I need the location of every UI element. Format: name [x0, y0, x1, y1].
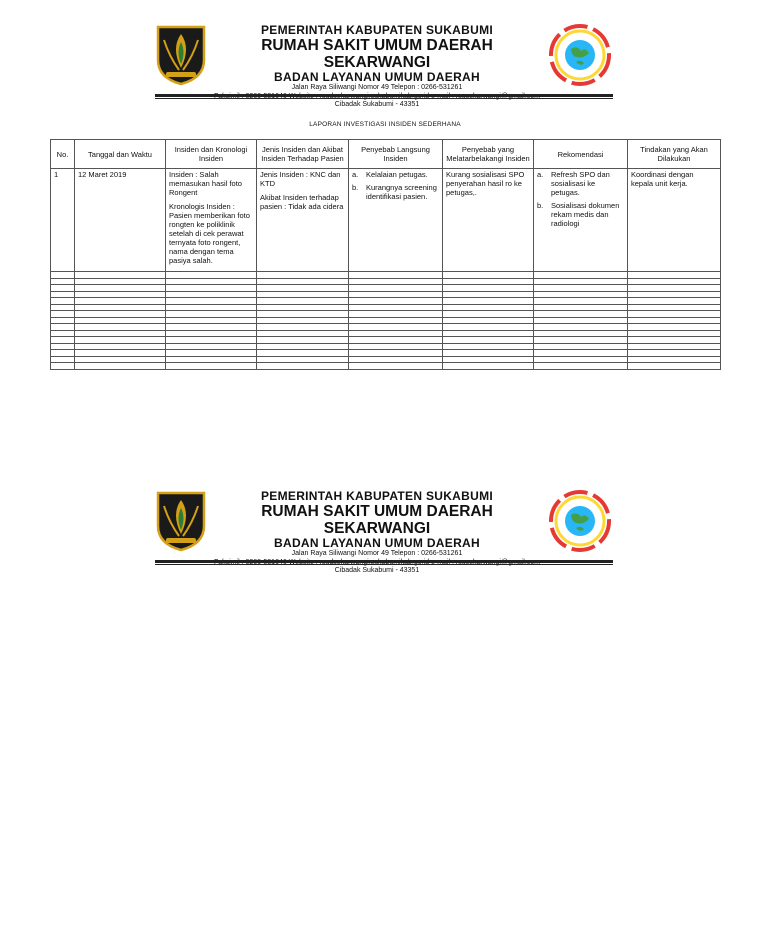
hospital-address: Jalan Raya Siliwangi Nomor 49 Telepon : 0266-531261 — [291, 550, 463, 557]
list-item — [352, 170, 439, 179]
table-header-row — [51, 140, 721, 169]
hospital-city: Cibadak Sukabumi - 43351 — [334, 101, 420, 108]
incident-effect-text: Akibat Insiden terhadap pasien : Tidak ada cidera — [260, 193, 344, 211]
empty-cell — [51, 363, 75, 370]
list-marker: b. — [537, 201, 544, 210]
list-text: Kurangnya screening identifikasi pasien. — [366, 183, 437, 201]
incident-text: Insiden : Salah memasukan hasil foto Rongent — [169, 170, 242, 197]
header-incident-type-effect: Jenis Insiden dan Akibat Insiden Terhadap Pasien — [257, 140, 349, 169]
cell-incident — [166, 169, 257, 272]
list-item — [352, 183, 439, 201]
government-name: PEMERINTAH KABUPATEN SUKABUMI — [260, 23, 494, 37]
hospital-address: Jalan Raya Siliwangi Nomor 49 Telepon : 0266-531261 — [291, 84, 463, 91]
empty-cell — [75, 363, 166, 370]
table-row — [51, 363, 721, 370]
recommendations-list — [537, 170, 624, 228]
empty-cell — [257, 363, 349, 370]
empty-cell — [534, 363, 628, 370]
header-recommendation: Rekomendasi — [534, 140, 628, 169]
direct-causes-list — [352, 170, 439, 201]
letterhead-bottom — [155, 489, 613, 574]
letterhead-rule-thin — [155, 564, 613, 565]
list-marker: a. — [537, 170, 544, 179]
list-item — [537, 201, 624, 228]
blank-rows — [51, 272, 721, 370]
cell-type — [257, 169, 349, 272]
letterhead-top — [155, 23, 613, 108]
header-direct-cause: Penyebab Langsung Insiden — [349, 140, 443, 169]
incident-report-table — [50, 139, 721, 370]
hospital-name: RUMAH SAKIT UMUM DAERAH SEKARWANGI — [261, 37, 493, 71]
list-item — [537, 170, 624, 197]
table-row — [51, 169, 721, 272]
hospital-globe-logo-icon — [547, 24, 613, 86]
letterhead-rule-thin — [155, 98, 613, 99]
incident-type-text: Jenis Insiden : KNC dan KTD — [260, 170, 341, 188]
header-no: No. — [51, 140, 75, 169]
list-text: Sosialisasi dokumen rekam medis dan radiologi — [551, 201, 620, 228]
header-incident-chronology: Insiden dan Kronologi Insiden — [166, 140, 257, 169]
cell-recommendations — [534, 169, 628, 272]
government-name: PEMERINTAH KABUPATEN SUKABUMI — [260, 489, 494, 503]
hospital-globe-logo-icon — [547, 490, 613, 552]
header-action: Tindakan yang Akan Dilakukan — [628, 140, 721, 169]
cell-underlying-cause: Kurang sosialisasi SPO penyerahan hasil ro ke petugas,. — [443, 169, 534, 272]
agency-name: BADAN LAYANAN UMUM DAERAH — [274, 536, 480, 550]
cell-date: 12 Maret 2019 — [75, 169, 166, 272]
hospital-city: Cibadak Sukabumi - 43351 — [334, 567, 420, 574]
cell-direct-causes — [349, 169, 443, 272]
list-marker: b. — [352, 183, 359, 192]
empty-cell — [349, 363, 443, 370]
cell-no: 1 — [51, 169, 75, 272]
letterhead-rule — [155, 560, 613, 563]
cell-action: Koordinasi dengan kepala unit kerja. — [628, 169, 721, 272]
list-marker: a. — [352, 170, 359, 179]
report-title: LAPORAN INVESTIGASI INSIDEN SEDERHANA — [309, 121, 461, 128]
header-date-time: Tanggal dan Waktu — [75, 140, 166, 169]
regency-crest-icon — [155, 24, 207, 86]
agency-name: BADAN LAYANAN UMUM DAERAH — [274, 70, 480, 84]
chronology-text: Kronologis Insiden : Pasien memberikan foto rongten ke poliklinik setelah di cek perawat ternyata foto rongent, nama dengan tema pasiya salah. — [169, 202, 250, 265]
empty-cell — [443, 363, 534, 370]
header-underlying-cause: Penyebab yang Melatarbelakangi Insiden — [443, 140, 534, 169]
regency-crest-icon — [155, 490, 207, 552]
list-text: Refresh SPO dan sosialisasi ke petugas. — [551, 170, 610, 197]
empty-cell — [166, 363, 257, 370]
letterhead-rule — [155, 94, 613, 97]
empty-cell — [628, 363, 721, 370]
list-text: Kelalaian petugas. — [366, 170, 428, 179]
hospital-name: RUMAH SAKIT UMUM DAERAH SEKARWANGI — [261, 503, 493, 537]
